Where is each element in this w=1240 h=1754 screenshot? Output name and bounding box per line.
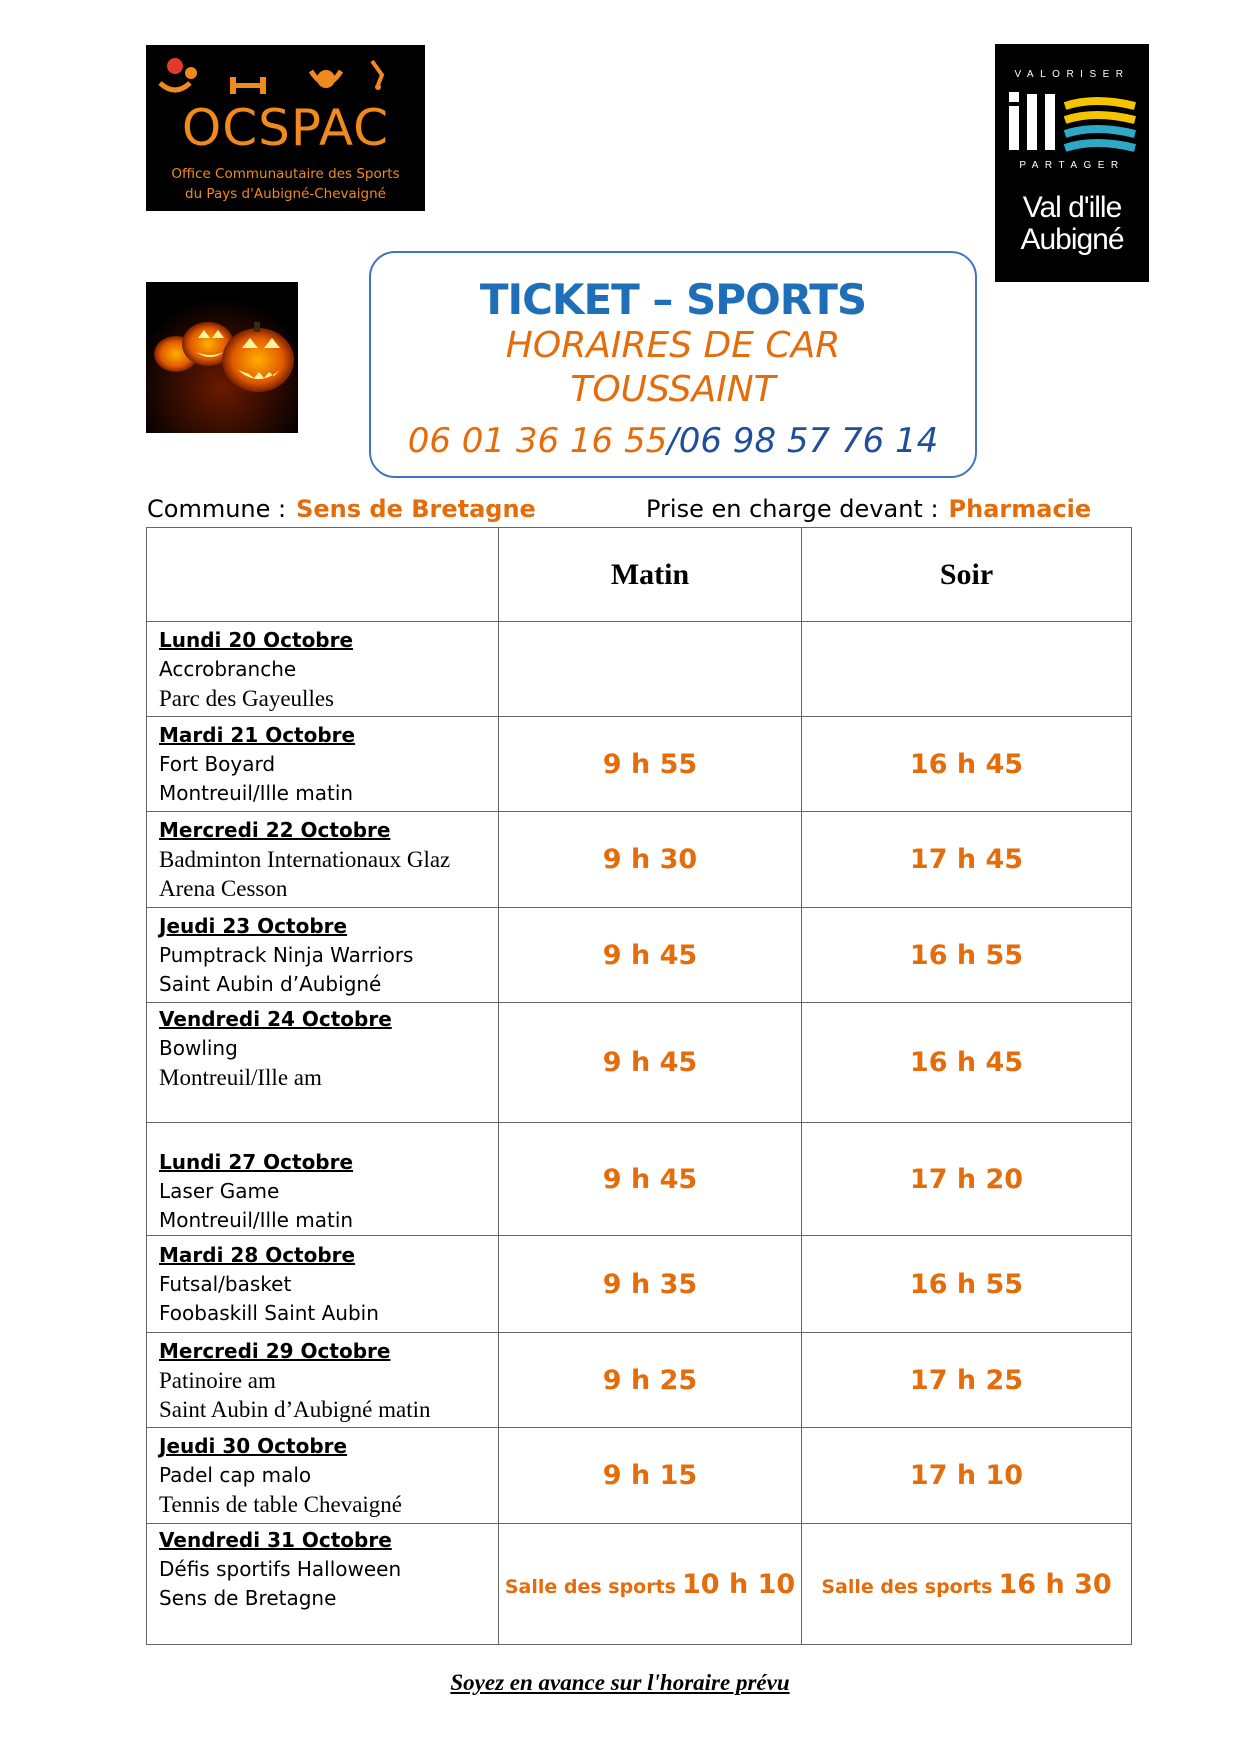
phone-number-1[interactable]: 06 01 36 16 55 — [407, 421, 668, 461]
ocspac-subtitle-1: Office Communautaire des Sports — [171, 166, 400, 182]
table-row — [147, 1524, 1132, 1645]
day-cell — [147, 717, 499, 812]
pickup-info — [646, 497, 1091, 522]
activity-line: Badminton Internationaux Glaz — [159, 847, 451, 872]
valdille-logo — [995, 44, 1149, 282]
location-line: Saint Aubin d’Aubigné — [159, 971, 382, 996]
commune-info — [147, 497, 536, 522]
activity-line: Bowling — [159, 1036, 238, 1060]
activity-line: Fort Boyard — [159, 751, 276, 776]
day-cell — [147, 622, 499, 717]
matin-location-prefix: Salle des sports — [504, 1575, 676, 1598]
day-title: Lundi 20 Octobre — [159, 627, 354, 652]
soir-time: 17 h 25 — [802, 1333, 1132, 1428]
day-cell — [147, 1236, 499, 1333]
day-cell — [147, 908, 499, 1003]
phone-separator: / — [667, 421, 679, 461]
activity-line: Pumptrack Ninja Warriors — [159, 942, 414, 967]
activity-line: Laser Game — [159, 1179, 280, 1203]
location-line: Montreuil/Ille am — [159, 1065, 322, 1090]
location-line: Arena Cesson — [159, 876, 288, 901]
day-cell — [147, 1524, 499, 1645]
commune-value: Sens de Bretagne — [296, 495, 536, 523]
column-header-soir: Soir — [802, 528, 1132, 622]
phone-numbers — [371, 421, 975, 461]
ocspac-subtitle-2: du Pays d'Aubigné-Chevaigné — [185, 186, 386, 202]
activity-line: Patinoire am — [159, 1367, 276, 1393]
table-row — [147, 622, 1132, 717]
soir-time: 17 h 20 — [802, 1123, 1132, 1236]
header-box — [369, 251, 977, 478]
ocspac-logo — [146, 45, 425, 211]
matin-time: 9 h 25 — [499, 1333, 802, 1428]
day-title: Vendredi 31 Octobre — [159, 1528, 392, 1552]
table-row — [147, 1236, 1132, 1333]
day-cell — [147, 1333, 499, 1428]
day-title: Jeudi 30 Octobre — [159, 1434, 348, 1458]
table-row — [147, 908, 1132, 1003]
matin-time: 9 h 30 — [499, 812, 802, 908]
day-cell — [147, 812, 499, 908]
day-cell — [147, 1428, 499, 1524]
soir-time-cell — [802, 1524, 1132, 1645]
table-row — [147, 717, 1132, 812]
valdille-mark-icon — [995, 88, 1149, 168]
pickup-label: Prise en charge devant : — [646, 495, 939, 523]
valdille-top-text: VALORISER — [1014, 69, 1130, 80]
pickup-value: Pharmacie — [948, 495, 1092, 523]
matin-time: 9 h 45 — [499, 1003, 802, 1123]
valdille-bottom-text: PARTAGER — [1019, 160, 1125, 171]
commune-label: Commune : — [147, 495, 287, 523]
location-line: Montreuil/Ille matin — [159, 780, 354, 805]
column-header-matin: Matin — [499, 528, 802, 622]
location-line: Parc des Gayeulles — [159, 685, 334, 711]
location-line: Tennis de table Chevaigné — [159, 1492, 403, 1517]
page-title: TICKET – SPORTS — [479, 275, 867, 324]
header-empty-cell — [147, 528, 499, 622]
ocspac-brand: OCSPAC — [181, 99, 390, 157]
activity-line: Défis sportifs Halloween — [159, 1557, 402, 1581]
soir-time: 16 h 45 — [802, 717, 1132, 812]
valdille-name-1: Val d'ille — [1022, 191, 1122, 224]
table-row — [147, 812, 1132, 908]
table-row — [147, 1333, 1132, 1428]
soir-time: 17 h 45 — [802, 812, 1132, 908]
soir-time — [802, 622, 1132, 717]
matin-time: 9 h 35 — [499, 1236, 802, 1333]
soir-time: 16 h 55 — [802, 1236, 1132, 1333]
activity-line: Accrobranche — [159, 656, 297, 681]
table-header-row — [147, 528, 1132, 622]
matin-time: 9 h 15 — [499, 1428, 802, 1524]
day-title: Lundi 27 Octobre — [159, 1150, 354, 1174]
soir-time: 16 h 45 — [802, 1003, 1132, 1123]
location-line: Sens de Bretagne — [159, 1586, 337, 1610]
matin-time: 9 h 45 — [499, 908, 802, 1003]
day-title: Jeudi 23 Octobre — [159, 913, 348, 938]
location-line: Montreuil/Ille matin — [159, 1208, 354, 1232]
valdille-name-2: Aubigné — [1020, 223, 1124, 256]
day-title: Mardi 28 Octobre — [159, 1242, 356, 1267]
matin-time-cell — [499, 1524, 802, 1645]
activity-line: Futsal/basket — [159, 1271, 292, 1296]
day-title: Mardi 21 Octobre — [159, 722, 356, 747]
day-cell — [147, 1123, 499, 1236]
footer-note: Soyez en avance sur l'horaire prévu — [450, 1670, 790, 1695]
day-title: Mercredi 22 Octobre — [159, 818, 391, 842]
table-row — [147, 1003, 1132, 1123]
location-line: Foobaskill Saint Aubin — [159, 1300, 379, 1325]
day-title: Vendredi 24 Octobre — [159, 1007, 392, 1031]
location-line: Saint Aubin d’Aubigné matin — [159, 1396, 431, 1422]
phone-number-2[interactable]: 06 98 57 76 14 — [678, 421, 939, 461]
soir-time: 16 h 30 — [998, 1568, 1112, 1600]
table-row — [147, 1428, 1132, 1524]
jack-o-lantern-icon — [146, 282, 298, 433]
soir-time: 16 h 55 — [802, 908, 1132, 1003]
page-subtitle-1: HORAIRES DE CAR — [505, 325, 841, 366]
matin-time: 9 h 45 — [499, 1123, 802, 1236]
day-title: Mercredi 29 Octobre — [159, 1338, 391, 1363]
soir-time: 17 h 10 — [802, 1428, 1132, 1524]
pumpkin-image — [146, 282, 298, 433]
activity-line: Padel cap malo — [159, 1463, 312, 1487]
matin-time: 9 h 55 — [499, 717, 802, 812]
day-cell — [147, 1003, 499, 1123]
matin-time — [499, 622, 802, 717]
page-subtitle-2: TOUSSAINT — [570, 369, 776, 410]
soir-location-prefix: Salle des sports — [821, 1575, 993, 1598]
schedule-table — [146, 527, 1132, 1645]
table-row — [147, 1123, 1132, 1236]
matin-time: 10 h 10 — [682, 1568, 796, 1600]
